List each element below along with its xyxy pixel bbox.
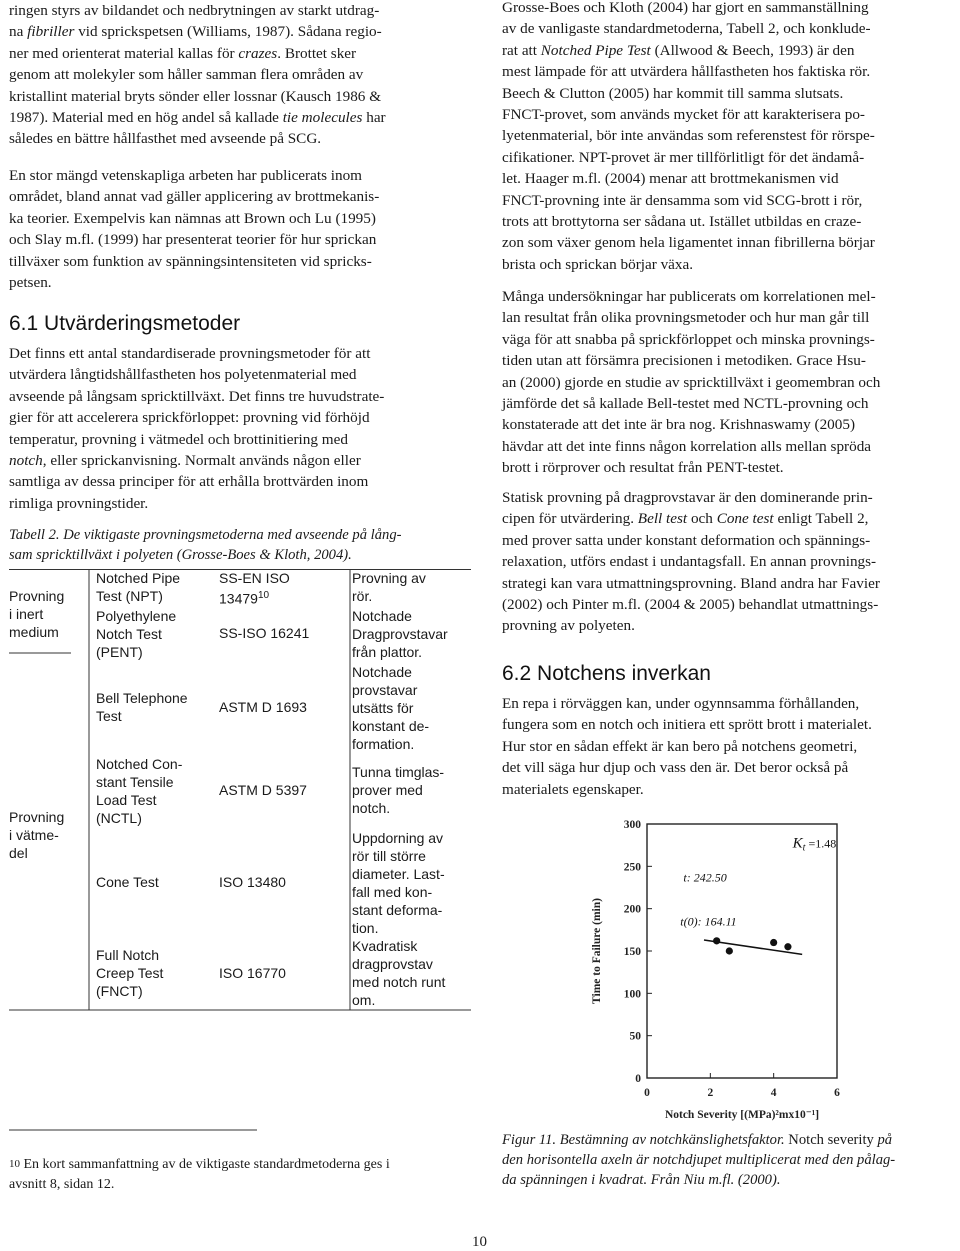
table-method-name: Notched Pipe Test (NPT) <box>96 570 181 604</box>
y-tick-label: 50 <box>629 1030 641 1043</box>
text-run-0: ringen styrs av bildandet och nedbrytningen av starkt utdrag- na <box>9 2 380 41</box>
section-heading-6-1: 6.1 Utvärderingsmetoder <box>9 312 241 335</box>
figure-caption <box>502 1130 956 1190</box>
table-caption-text: De viktigaste provningsmetoderna med avseende på lång- sam spricktillväxt i polyeten (Grosse-Boes & Kloth, 2004). <box>9 527 402 563</box>
text-run-1: Bell test <box>637 510 688 528</box>
text-run-2: , eller sprickanvisning. Normalt används någon eller samtliga av dessa principer för att erhålla brottvärden inom rimliga provningstider. <box>9 452 369 512</box>
table-caption <box>9 525 465 565</box>
text-run-0: Grosse-Boes och Kloth (2004) har gjort en sammanställning av de vanligaste standardmetoderna, Tabell 2, och konklude- rat att <box>502 0 871 59</box>
table-description: Notchade Dragprovstavar från plattor. <box>352 608 448 660</box>
chart-annotation: t: 242.50 <box>683 870 727 885</box>
text-run-4: enligt Tabell 2, med prover satta under konstant deformation och spännings- relaxation, utförs endast i undantagsfall. En annan provnings- strategi kan vara utmattningsprovning. Bland andra har Favier (2002) och Pinter m.fl. (2004 & 2005) behandlat utmattnings- provning av polyeten. <box>502 510 880 635</box>
right-paragraph-3 <box>502 487 956 637</box>
footnote-rule <box>9 1129 259 1131</box>
table-method-name: Polyethylene Notch Test (PENT) <box>96 608 177 660</box>
table-caption-label: Tabell 2. <box>9 527 60 543</box>
left-paragraph-2: En stor mängd vetenskapliga arbeten har publicerats inom området, bland annat vad gäller applicering av brottmekanis- ka teorier. Exempelvis kan nämnas att Brown och Lu (1995) och Slay m.fl. (1999) har presenterat teorier för hur sprickan tillväxer som funktion av spänningsintensiteten vid spricks- petsen. <box>9 167 380 292</box>
table-group-inert: Provning i inert medium <box>9 588 65 640</box>
y-tick-label: 200 <box>623 903 641 916</box>
right-paragraph-2: Många undersökningar har publicerats om korrelationen mel- lan resultat från olika provningsmetoder och hur man går till väga för att snabba på sprickförloppet och minska provnings- tiden utan att försämra precisionen i metodiken. Grace Hsu- an (2000) gjorde en studie av spricktillväxt i geomembran och jämförde det så kallade Bell-testet med NCTL-provning och konstaterade att det inte är bra nog. Krishnaswamy (2005) hävdar att det inte finns någon korrelation alls mellan spröda brott i rörprover och resultat från PENT-testet. <box>502 288 881 477</box>
x-tick-label: 0 <box>644 1087 650 1099</box>
text-run-1: fibriller <box>27 23 75 41</box>
notch-sensitivity-chart <box>580 808 870 1122</box>
table-method-name: Cone Test <box>96 874 159 890</box>
chart-annotation: $K_t$ $^{=1.48}$ <box>792 835 837 854</box>
y-tick-label: 0 <box>635 1073 641 1085</box>
table-description: Provning av rör. <box>352 570 426 604</box>
right-paragraph-4: En repa i rörväggen kan, under ogynnsamma förhållanden, fungera som en notch och initiera ett sprött brott i materialet. Hur stor en sådan effekt är kan bero på notchens geometri, det vill säga hur djup och vass den är. Det beror också på materialets egenskaper. <box>502 695 872 798</box>
table-standard: SS-ISO 16241 <box>219 625 310 641</box>
table-method-name: Bell Telephone Test <box>96 690 188 724</box>
data-point <box>784 943 791 950</box>
text-run-4: . Brottet sker genom att molekyler som håller samman flera områden av kristallint material bryts sönder eller lossnar (Kausch 1986 & 1987). Material med en hög andel så kallade <box>9 44 382 127</box>
chart-annotation: t(0): 164.11 <box>680 914 737 929</box>
y-tick-label: 250 <box>623 861 641 874</box>
y-tick-label: 150 <box>623 946 641 958</box>
text-run-1: Notch severity <box>784 1132 878 1148</box>
data-point <box>770 939 777 946</box>
table-standard: ISO 13480 <box>219 874 286 890</box>
table-standard: ISO 16770 <box>219 965 286 981</box>
table-standard: ASTM D 5397 <box>219 782 307 798</box>
section-heading-6-2: 6.2 Notchens inverkan <box>502 662 711 685</box>
left-paragraph-1 <box>9 0 465 150</box>
text-run-5: tie molecules <box>282 109 363 127</box>
table-method-name: Full Notch Creep Test (FNCT) <box>96 947 164 999</box>
text-run-1: Notched Pipe Test <box>540 41 651 59</box>
table-method-name: Notched Con- stant Tensile Load Test (NCTL) <box>96 756 183 826</box>
left-paragraph-3 <box>9 343 465 514</box>
x-tick-label: 4 <box>770 1087 777 1099</box>
text-run-3: crazes <box>238 44 278 62</box>
y-tick-label: 100 <box>623 988 641 1001</box>
text-run-2: på den horisontella axeln är notchdjupet multiplicerat med den pålag- da spänningen i kvadrat. Från Niu m.fl. (2000). <box>502 1132 896 1188</box>
text-run-2: vid sprickspetsen (Williams, 1987). Sådana regio- ner med orienterat material kallas för <box>9 23 382 62</box>
right-paragraph-1 <box>502 0 956 275</box>
footnote-number: 10 <box>9 1158 20 1170</box>
text-run-0: Det finns ett antal standardiserade provningsmetoder för att utvärdera långtidshållfastheten hos polyetenmaterial med avseende på långsam spricktillväxt. Det finns tre huvudstrate- gier för att accelerera sprickförloppet: provning vid förhöjd temperatur, provning i vätmedel och brottinitiering med <box>9 345 385 448</box>
data-point <box>726 947 733 954</box>
x-tick-label: 6 <box>834 1087 840 1099</box>
x-axis-label: Notch Severity [(MPa)²mx10⁻¹] <box>664 1109 820 1121</box>
table-standard: ASTM D 1693 <box>219 699 307 715</box>
table-description: Kvadratisk dragprovstav med notch runt om. <box>352 938 446 1008</box>
text-run-2: (Allwood & Beech, 1993) är den mest lämpade för att utvärdera hållfastheten hos faktiska rör. Beech & Clutton (2005) har kommit till samma slutsats. FNCT-provet, som används mycket för att karakterisera po- lyetenmaterial, bör inte användas som referenstest för rörspe- cifikationer. NPT-provet är mer tillförlitligt för det ändamå- let. Haager m.fl. (2004) menar att brottmekanismen vid FNCT-provning inte är densamma som vid SCG-brott i rör, trots att brottytorna ser sådana ut. Istället utbildas en craze- zon som växer genom hela ligamentet innan fibrillerna börjar brista och sprickan börjar växa. <box>502 41 875 273</box>
table-description: Uppdorning av rör till större diameter. Last- fall med kon- stant deforma- tion. <box>352 830 445 936</box>
text-run-6: har således en bättre hållfasthet med avseende på SCG. <box>9 109 386 148</box>
table-standard: SS-EN ISO 13479$^{10}$ <box>219 570 290 607</box>
table-description: Tunna timglas- prover med notch. <box>352 764 445 816</box>
footnote <box>9 1154 465 1195</box>
plot-frame <box>647 824 837 1078</box>
data-point <box>713 937 720 944</box>
text-run-0: Figur 11. Bestämning av notchkänslighetsfaktor. <box>502 1132 785 1148</box>
x-tick-label: 2 <box>707 1087 714 1099</box>
footnote-text: En kort sammanfattning av de viktigaste standardmetoderna ges i avsnitt 8, sidan 12. <box>9 1157 390 1192</box>
y-axis-label: Time to Failure (min) <box>591 898 603 1004</box>
text-run-2: och <box>687 510 717 528</box>
table-group-liquid: Provning i vätme- del <box>9 809 65 861</box>
page-number: 10 <box>472 1234 487 1250</box>
y-tick-label: 300 <box>623 819 641 831</box>
table-description: Notchade provstavar utsätts för konstant de- formation. <box>352 664 430 752</box>
text-run-3: Cone test <box>716 510 774 528</box>
footnote-ref: 10 <box>257 590 270 601</box>
text-run-1: notch <box>9 452 43 470</box>
text-run-0: Statisk provning på dragprovstavar är den dominerande prin- cipen för utvärdering. <box>502 489 873 528</box>
